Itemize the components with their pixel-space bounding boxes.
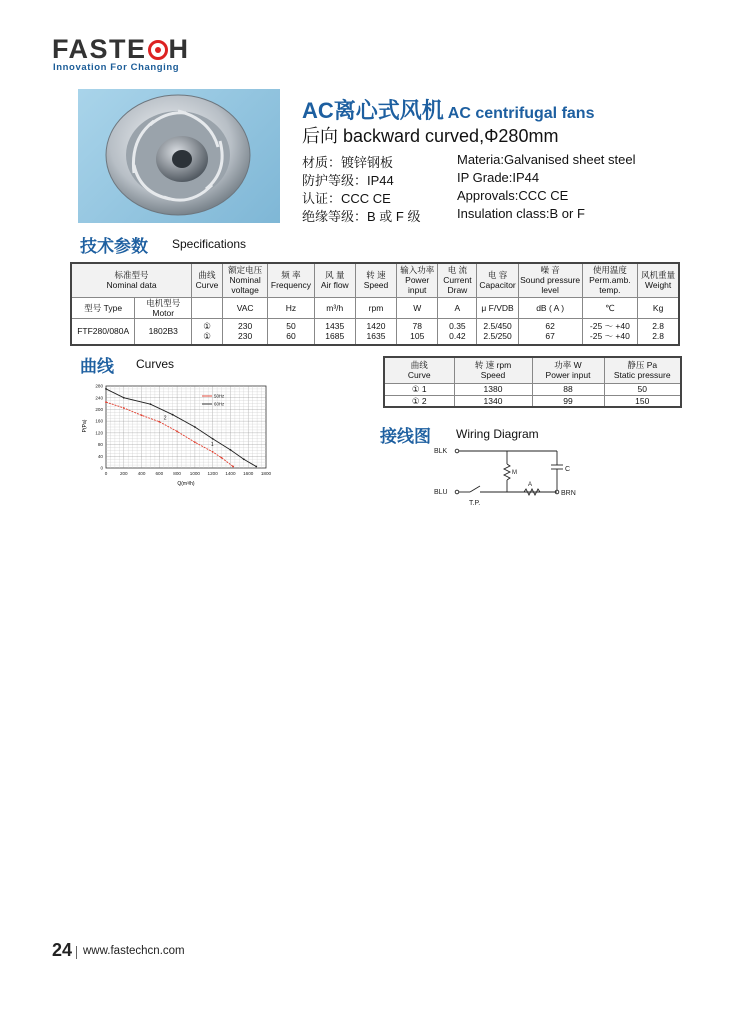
label-blk: BLK: [434, 448, 448, 455]
curve-header: 曲线 Curve: [192, 263, 223, 297]
unit-speed: rpm: [355, 297, 396, 318]
footer-divider: [76, 946, 77, 959]
cell-curve: ① ①: [192, 318, 223, 345]
legend-label: 50Hz: [214, 393, 225, 399]
cell-motor: 1802B3: [135, 318, 192, 345]
nominal-data-header: 标准型号 Nominal data: [71, 263, 192, 297]
spec-cn-insulation: 绝缘等级：B 或 F 级: [302, 209, 421, 224]
data-point: [105, 401, 107, 403]
specifications-table: [70, 262, 680, 346]
label-blu: BLU: [434, 489, 448, 496]
logo-name-b: H: [168, 34, 190, 64]
op-speed-header: 转 速 rpm Speed: [454, 357, 532, 383]
curve-label: 2: [163, 415, 167, 422]
logo-name-a: FASTE: [52, 34, 147, 64]
y-tick-label: 0: [100, 465, 103, 471]
x-tick-label: 1400: [225, 471, 236, 476]
spec-en-ip: IP Grade:IP44: [457, 170, 540, 185]
cell-type: FTF280/080A: [71, 318, 135, 345]
spec-en-insulation: Insulation class:B or F: [457, 206, 585, 221]
spec-cn-material: 材质：镀锌钢板: [302, 155, 394, 170]
page-number: 24: [52, 940, 73, 960]
x-tick-label: 200: [119, 471, 128, 476]
speed-header: 转 速 Speed: [355, 263, 396, 297]
motor-winding-icon: [504, 464, 510, 480]
label-m: M: [512, 470, 517, 476]
wiring-diagram: [432, 442, 592, 508]
unit-weight: Kg: [638, 297, 679, 318]
noise-header: 噪 音 Sound pressure level: [518, 263, 582, 297]
label-c: C: [565, 466, 571, 473]
cell-temperature: -25 ～ +40 -25 ～ +40: [582, 318, 638, 345]
specifications-title-en: Specifications: [172, 237, 247, 251]
unit-airflow: m³/h: [314, 297, 355, 318]
spec-cn-approvals: 认证：CCC CE: [302, 191, 391, 206]
capacitor-header: 电 容 Capacitor: [477, 263, 518, 297]
weight-header: 风机重量 Weight: [638, 263, 679, 297]
cell-current: 0.35 0.42: [438, 318, 477, 345]
unit-current: A: [438, 297, 477, 318]
data-point: [194, 426, 196, 428]
brand-logo: [52, 34, 190, 65]
op-pressure-header: 静压 Pa Static pressure: [604, 357, 681, 383]
operating-points-table: [383, 356, 682, 408]
data-point: [123, 407, 125, 409]
airflow-header: 风 量 Air flow: [314, 263, 355, 297]
cell-noise: 62 67: [518, 318, 582, 345]
x-axis-label: Q(m³/h): [177, 481, 195, 487]
cell-airflow: 1435 1685: [314, 318, 355, 345]
power-header: 输入功率 Power input: [397, 263, 438, 297]
op-speed-cell: 1380: [454, 383, 532, 395]
unit-capacitor: μ F/VDB: [477, 297, 518, 318]
legend-label: 60Hz: [214, 401, 225, 407]
y-tick-label: 120: [95, 430, 103, 436]
y-tick-label: 80: [97, 442, 103, 448]
op-power-header: 功率 W Power input: [532, 357, 604, 383]
table-row: [384, 395, 681, 407]
spec-en-approvals: Approvals:CCC CE: [457, 188, 569, 203]
cell-power: 78 105: [397, 318, 438, 345]
product-title-en: AC centrifugal fans: [447, 105, 595, 122]
data-point: [255, 466, 257, 468]
terminal-blu: [455, 490, 459, 494]
product-subtitle: 后向 backward curved,Φ280mm: [302, 126, 559, 146]
data-point: [221, 457, 223, 459]
label-tp: T.P.: [469, 500, 481, 507]
unit-type: 型号 Type: [71, 297, 135, 318]
table-row: [384, 383, 681, 395]
data-point: [212, 438, 214, 440]
product-title: [302, 94, 594, 125]
curves-title-cn: 曲线: [80, 357, 114, 376]
cell-speed: 1420 1635: [355, 318, 396, 345]
unit-power: W: [397, 297, 438, 318]
specifications-title-cn: 技术参数: [80, 237, 148, 256]
unit-voltage: VAC: [222, 297, 267, 318]
op-speed-cell: 1340: [454, 395, 532, 407]
cell-voltage: 230 230: [222, 318, 267, 345]
y-tick-label: 240: [95, 395, 103, 401]
product-title-cn: AC离心式风机: [302, 98, 444, 123]
temperature-header: 使用温度 Perm.amb. temp.: [582, 263, 638, 297]
footer-url: www.fastechcn.com: [83, 945, 185, 957]
op-curve-cell: ① 1: [384, 383, 454, 395]
data-point: [230, 449, 232, 451]
logo-target-icon: [148, 40, 168, 60]
curves-title-en: Curves: [136, 357, 175, 371]
data-point: [172, 414, 174, 416]
cell-capacitor: 2.5/450 2.5/250: [477, 318, 518, 345]
voltage-header: 额定电压 Nominal voltage: [222, 263, 267, 297]
op-curve-cell: ① 2: [384, 395, 454, 407]
label-a: A: [528, 482, 533, 488]
data-point: [194, 441, 196, 443]
spec-units-row: [71, 297, 679, 318]
wiring-title-cn: 接线图: [380, 427, 431, 446]
y-tick-label: 280: [95, 383, 103, 389]
data-point: [176, 430, 178, 432]
y-tick-label: 160: [95, 418, 103, 424]
cell-frequency: 50 60: [268, 318, 314, 345]
y-tick-label: 40: [97, 453, 103, 459]
x-tick-label: 1000: [189, 471, 201, 476]
thermal-protector-icon: [470, 486, 480, 492]
x-tick-label: 1200: [207, 471, 218, 476]
data-point: [123, 397, 125, 399]
op-pressure-cell: 150: [604, 395, 681, 407]
data-point: [141, 414, 143, 416]
y-axis-label: P(Pa): [82, 419, 88, 433]
unit-curve: [192, 297, 223, 318]
product-photo: [78, 89, 280, 223]
performance-chart: [78, 378, 280, 490]
x-tick-label: 0: [104, 471, 108, 476]
op-pressure-cell: 50: [604, 383, 681, 395]
current-header: 电 流 Current Draw: [438, 263, 477, 297]
op-power-cell: 99: [532, 395, 604, 407]
x-tick-label: 800: [173, 471, 181, 476]
unit-temperature: ℃: [582, 297, 638, 318]
terminal-blk: [455, 449, 459, 453]
data-point: [105, 388, 107, 390]
x-tick-label: 1600: [243, 471, 254, 476]
data-point: [150, 403, 152, 405]
data-point: [232, 466, 234, 468]
op-power-cell: 88: [532, 383, 604, 395]
y-tick-label: 200: [95, 407, 103, 413]
spec-cn-ip: 防护等级：IP44: [302, 173, 394, 188]
x-tick-label: 400: [137, 471, 146, 476]
curve-label: 1: [210, 442, 214, 449]
centrifugal-fan-image: [78, 89, 280, 223]
data-point: [158, 421, 160, 423]
data-point: [212, 451, 214, 453]
op-curve-header: 曲线 Curve: [384, 357, 454, 383]
data-point: [243, 458, 245, 460]
x-tick-label: 1800: [260, 471, 272, 476]
spec-en-material: Materia:Galvanised sheet steel: [457, 152, 636, 167]
op-header-row: [384, 357, 681, 383]
frequency-header: 频 率 Frequency: [268, 263, 314, 297]
logo-tagline: Innovation For Changing: [53, 62, 180, 73]
wiring-title-en: Wiring Diagram: [456, 427, 539, 441]
cell-weight: 2.8 2.8: [638, 318, 679, 345]
label-brn: BRN: [561, 490, 576, 497]
unit-frequency: Hz: [268, 297, 314, 318]
spec-header-row: [71, 263, 679, 297]
unit-noise: dB ( A ): [518, 297, 582, 318]
unit-motor: 电机型号 Motor: [135, 297, 192, 318]
spec-data-row: [71, 318, 679, 345]
x-tick-label: 600: [155, 471, 164, 476]
